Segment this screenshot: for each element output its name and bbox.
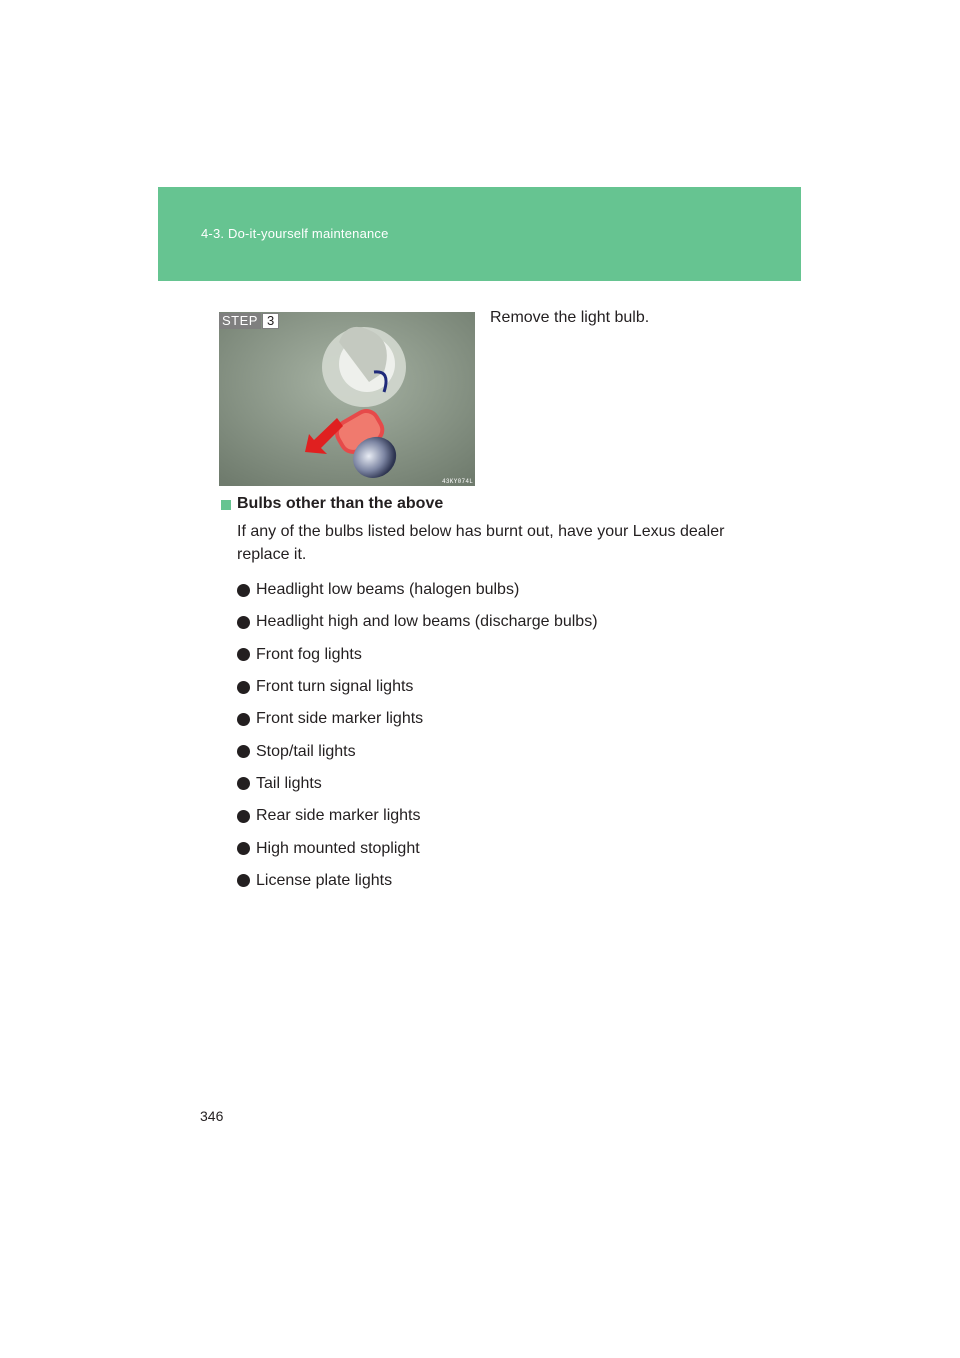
step-number: 3 <box>262 313 279 329</box>
list-item: Front side marker lights <box>237 703 598 735</box>
section-heading <box>221 495 443 513</box>
section-title: 4-3. Do-it-yourself maintenance <box>201 226 389 241</box>
bullet-icon <box>237 616 250 629</box>
bullet-icon <box>237 648 250 661</box>
heading-marker-icon <box>221 500 231 510</box>
image-code: 43KY074L <box>442 478 474 485</box>
bulb-list <box>237 574 598 897</box>
bullet-icon <box>237 681 250 694</box>
list-item: Headlight high and low beams (discharge bulbs) <box>237 606 598 638</box>
bullet-icon <box>237 745 250 758</box>
list-item: License plate lights <box>237 865 598 897</box>
bullet-icon <box>237 713 250 726</box>
list-item: Stop/tail lights <box>237 735 598 767</box>
list-item: Front turn signal lights <box>237 671 598 703</box>
step-badge <box>219 313 279 329</box>
list-item: Headlight low beams (halogen bulbs) <box>237 574 598 606</box>
page-number: 346 <box>200 1108 224 1124</box>
step-instruction: Remove the light bulb. <box>490 309 650 326</box>
list-item: Front fog lights <box>237 639 598 671</box>
bullet-icon <box>237 777 250 790</box>
step-label: STEP <box>219 313 261 329</box>
bullet-icon <box>237 584 250 597</box>
bullet-icon <box>237 842 250 855</box>
list-item: Tail lights <box>237 768 598 800</box>
list-item: Rear side marker lights <box>237 800 598 832</box>
section-paragraph: If any of the bulbs listed below has burnt out, have your Lexus dealer replace it. <box>237 523 725 563</box>
bulb-removal-photo <box>219 312 475 486</box>
bullet-icon <box>237 810 250 823</box>
list-item: High mounted stoplight <box>237 832 598 864</box>
bullet-icon <box>237 874 250 887</box>
section-heading-text: Bulbs other than the above <box>237 495 444 512</box>
